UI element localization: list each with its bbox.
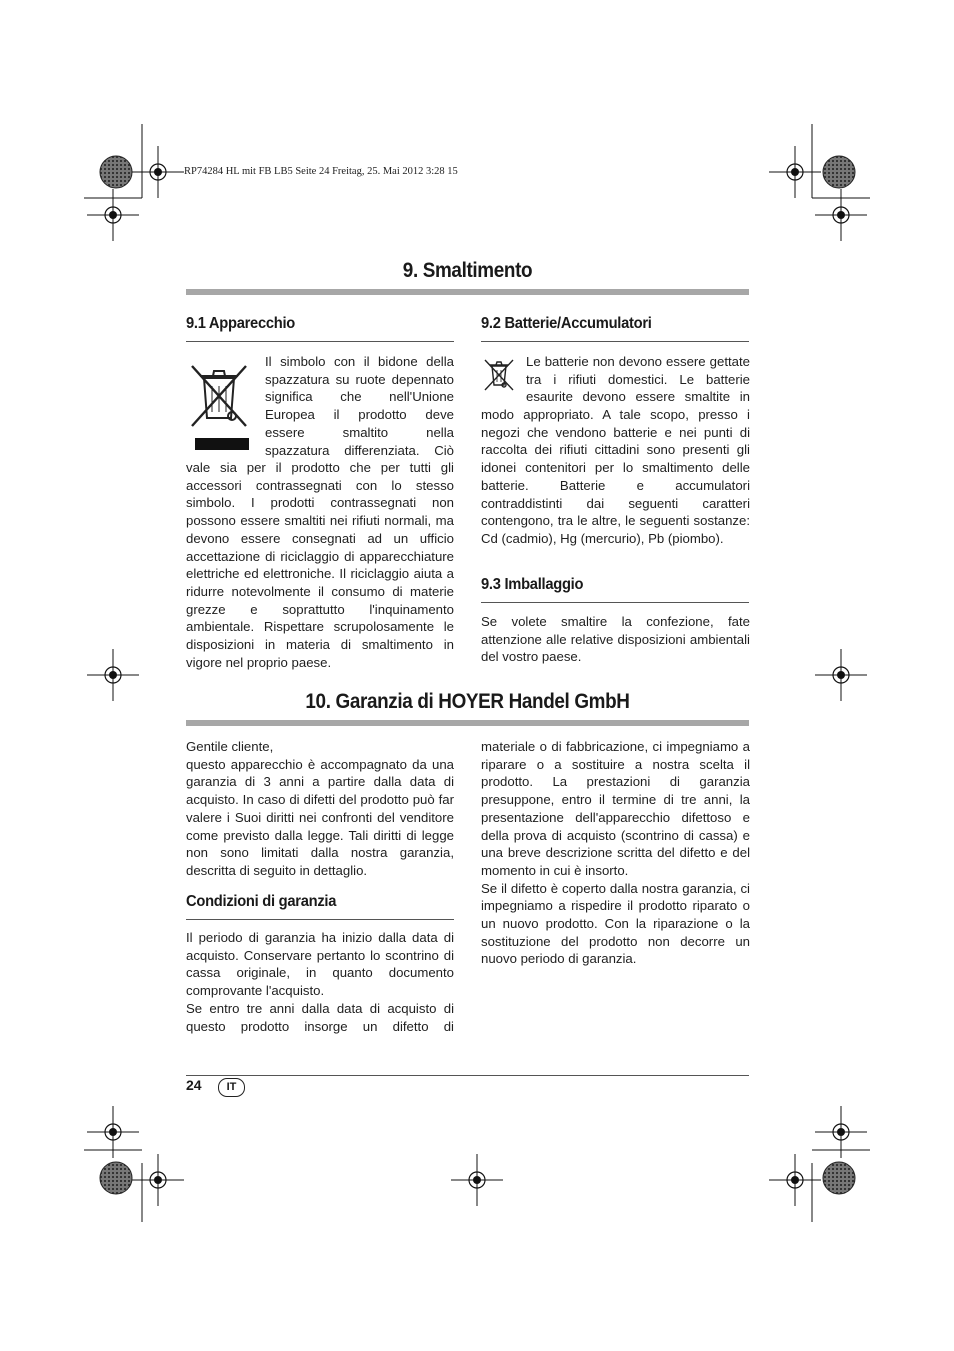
apparecchio-intro-line: Il simbolo con il bidone della [265, 354, 454, 369]
apparecchio-intro-line: spazzatura su ruote depennato [265, 371, 454, 387]
greeting: Gentile cliente, [186, 739, 274, 754]
apparecchio-intro-line: Europea il prodotto deve [265, 407, 454, 423]
heading-batterie: 9.2 Batterie/Accumulatori [481, 315, 652, 332]
apparecchio-intro-line: spazzatura differenziata. Ciò [265, 442, 454, 458]
garanzia-right-paragraph-1: materiale o di fabbricazione, ci impegniamo a riparare o a sostituire a nostra scelta il prodotto. La prestazioni di garanzia presuppone, entro il termine di tre anni, la presentazione dell'apparecchio difettoso e della prova di acquisto (scontrino di cassa) e una breve descrizione scritta del difetto e del momento in cui è insorto. [481, 739, 750, 878]
batterie-intro-line: tra i rifiuti domestici. Le batterie [526, 371, 750, 387]
starburst-marks [100, 156, 855, 1194]
page-number: 24 [186, 1077, 202, 1093]
apparecchio-paragraph: vale sia per il prodotto che per tutti gli accessori contrassegnati con lo stesso simbolo. I prodotti contrassegnati non possono essere smaltiti nei rifiuti normali, ma devono essere consegnati ad un ufficio accettazione di riciclaggio di apparecchiature elettriche ed elettroniche. Il riciclaggio aiuta a ridurre notevolmente il consumo di materie grezze e soprattutto l'inquinamento ambientale. Rispettare scrupolosamente le disposizioni in materia di smaltimento in vigore nel proprio paese. [186, 460, 454, 670]
heading-imballaggio: 9.3 Imballaggio [481, 576, 584, 593]
batterie-intro-line: esaurite devono essere smaltite in [526, 389, 750, 405]
section-10-title: 10. Garanzia di HOYER Handel GmbH [305, 690, 630, 713]
heading-apparecchio: 9.1 Apparecchio [186, 315, 296, 332]
apparecchio-intro-line: significa che nell'Unione [265, 389, 454, 405]
apparecchio-intro-line: essere smaltito nella [265, 424, 454, 440]
heading-condizioni: Condizioni di garanzia [186, 893, 337, 910]
garanzia-right-paragraph-2: Se il difetto è coperto dalla nostra garanzia, ci impegniamo a rispedire il prodotto riparato o un nuovo prodotto. Con la riparazione o la sostituzione del prodotto non decorre un nuovo periodo di garanzia. [481, 880, 750, 967]
print-header: RP74284 HL mit FB LB5 Seite 24 Freitag, 25. Mai 2012 3:28 15 [184, 166, 458, 177]
garanzia-intro-paragraph: questo apparecchio è accompagnato da una garanzia di 3 anni a partire dalla data di acquisto. In caso di difetti del prodotto può far valere i Suoi diritti nei confronti del venditore come previsto dalla legge. Tali diritti di legge non sono limitati dalla nostra garanzia, descritta di seguito in dettaglio. [186, 756, 454, 878]
batterie-intro-line: Le batterie non devono essere gettate [526, 354, 750, 369]
imballaggio-paragraph: Se volete smaltire la confezione, fate attenzione alle relative disposizioni ambientali del vostro paese. [481, 614, 750, 665]
batterie-paragraph: modo appropriato. A tale scopo, presso i negozi che vendono batterie e nei punti di raccolta dei rifiuti cittadini sono presenti gli idonei contenitori per lo smaltimento delle batterie. Batterie e accumulatori contraddistinti dai seguenti caratteri contengono, tra le altre, le seguenti sostanze: Cd (cadmio), Hg (mercurio), Pb (piombo). [481, 407, 750, 546]
condizioni-paragraph-2: Se entro tre anni dalla data di acquisto di questo prodotto insorge un difetto di [186, 1000, 454, 1034]
section-9-title: 9. Smaltimento [402, 259, 533, 282]
condizioni-paragraph-1: Il periodo di garanzia ha inizio dalla data di acquisto. Conservare pertanto lo scontrino di cassa originale, in quanto documento comprovante l'acquisto. [186, 930, 454, 999]
language-badge: IT [218, 1078, 245, 1097]
